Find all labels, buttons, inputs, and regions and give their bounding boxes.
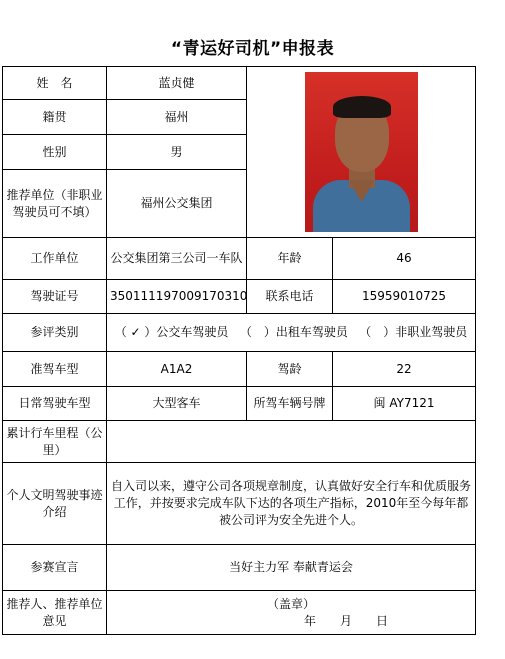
opinion-seal: （盖章） xyxy=(266,596,315,611)
value-phone: 15959010725 xyxy=(333,280,476,314)
label-phone: 联系电话 xyxy=(247,280,333,314)
label-declaration: 参赛宣言 xyxy=(3,545,107,591)
value-age: 46 xyxy=(333,238,476,280)
label-workplace: 工作单位 xyxy=(3,238,107,280)
opinion-date: 年 月 日 xyxy=(303,613,388,628)
label-daily-vehicle: 日常驾驶车型 xyxy=(3,387,107,421)
value-license-no: 350111197009170310 xyxy=(107,280,247,314)
label-recommender: 推荐单位（非职业驾驶员可不填） xyxy=(3,170,107,238)
category-option-bus: （ ✓ ）公交车驾驶员 xyxy=(114,325,229,339)
label-plate: 所驾车辆号牌 xyxy=(247,387,333,421)
value-name: 蓝贞健 xyxy=(107,67,247,100)
value-opinion xyxy=(107,591,476,635)
label-name: 姓 名 xyxy=(3,67,107,100)
value-gender: 男 xyxy=(107,135,247,170)
form-title: “青运好司机”申报表 xyxy=(170,39,335,59)
label-opinion: 推荐人、推荐单位意见 xyxy=(3,591,107,635)
value-declaration: 当好主力军 奉献青运会 xyxy=(107,545,476,591)
application-form-table xyxy=(2,66,476,635)
portrait-photo xyxy=(305,72,418,232)
value-category xyxy=(107,314,476,352)
label-driving-years: 驾龄 xyxy=(247,352,333,387)
label-license-no: 驾驶证号 xyxy=(3,280,107,314)
value-hometown: 福州 xyxy=(107,100,247,135)
value-workplace: 公交集团第三公司一车队 xyxy=(107,238,247,280)
label-hometown: 籍贯 xyxy=(3,100,107,135)
label-vehicle-class: 准驾车型 xyxy=(3,352,107,387)
value-vehicle-class: A1A2 xyxy=(107,352,247,387)
value-recommender: 福州公交集团 xyxy=(107,170,247,238)
value-plate: 闽 AY7121 xyxy=(333,387,476,421)
label-age: 年龄 xyxy=(247,238,333,280)
category-option-nonpro: （ ）非职业驾驶员 xyxy=(359,325,468,339)
label-gender: 性别 xyxy=(3,135,107,170)
value-daily-vehicle: 大型客车 xyxy=(107,387,247,421)
value-mileage xyxy=(107,421,476,463)
label-category: 参评类别 xyxy=(3,314,107,352)
photo-cell xyxy=(247,67,476,238)
label-mileage: 累计行车里程（公里） xyxy=(3,421,107,463)
value-driving-years: 22 xyxy=(333,352,476,387)
value-intro: 自入司以来，遵守公司各项规章制度，认真做好安全行车和优质服务工作，并按要求完成车队下达的各项生产指标，2010年至今每年都被公司评为安全先进个人。 xyxy=(107,463,476,545)
label-intro: 个人文明驾驶事迹介绍 xyxy=(3,463,107,545)
category-option-taxi: （ ）出租车驾驶员 xyxy=(239,325,348,339)
